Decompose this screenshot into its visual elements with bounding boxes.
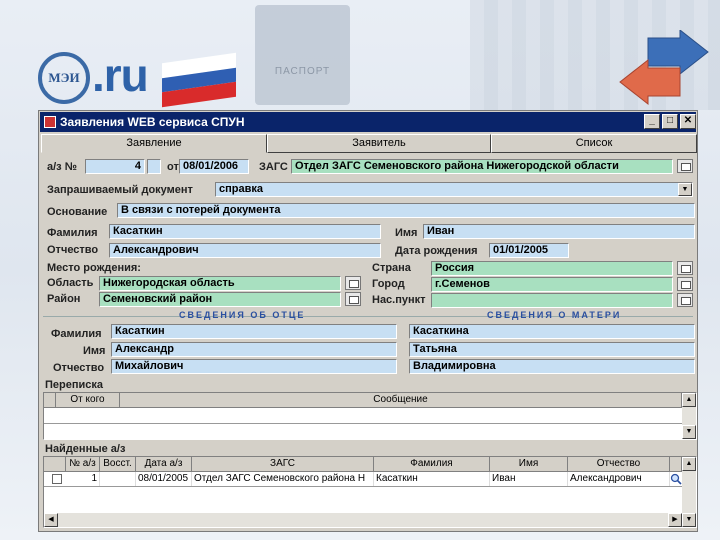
app-icon [44, 116, 56, 128]
minimize-button[interactable]: _ [644, 114, 660, 129]
settlement-label: Нас.пункт [372, 294, 426, 306]
country-field[interactable]: Россия [431, 261, 673, 276]
scroll-up-icon[interactable]: ▲ [682, 457, 696, 471]
district-label: Район [47, 293, 81, 305]
patronymic-field[interactable]: Александрович [109, 243, 381, 258]
country-label: Страна [372, 262, 411, 274]
zags-picker-button[interactable] [677, 159, 693, 173]
row-checkbox[interactable] [52, 474, 62, 484]
row-patronymic: Александрович [568, 472, 670, 486]
zags-field[interactable]: Отдел ЗАГС Семеновского района Нижегородской области [291, 159, 673, 174]
correspondence-from-header[interactable]: От кого [56, 393, 120, 408]
district-picker-button[interactable] [345, 292, 361, 306]
correspondence-scrollbar[interactable] [682, 393, 696, 439]
mother-surname-field[interactable]: Касаткина [409, 324, 695, 339]
patronymic-label: Отчество [47, 244, 99, 256]
correspondence-indicator-header [44, 393, 56, 408]
correspondence-row-line [44, 423, 696, 424]
requested-document-select[interactable]: справка [215, 182, 693, 197]
row-name: Иван [490, 472, 568, 486]
found-vertical-scrollbar[interactable] [682, 457, 696, 513]
birthdate-field[interactable]: 01/01/2005 [489, 243, 569, 258]
surname-label: Фамилия [47, 227, 98, 239]
zags-column-header[interactable]: ЗАГС [192, 457, 374, 472]
region-picker-button[interactable] [345, 276, 361, 290]
scroll-right-icon[interactable]: ▶ [668, 513, 682, 527]
maximize-button[interactable]: □ [662, 114, 678, 129]
row-separator [44, 486, 696, 487]
patronymic-column-header[interactable]: Отчество [568, 457, 670, 472]
name-field[interactable]: Иван [423, 224, 695, 239]
az-number-column-header[interactable]: № а/з [66, 457, 100, 472]
surname-column-header[interactable]: Фамилия [374, 457, 490, 472]
site-logo [34, 48, 209, 110]
select-column-header [44, 457, 66, 472]
logo-domain: .ru [92, 49, 148, 101]
tab-list[interactable]: Список [491, 134, 697, 153]
city-field[interactable]: г.Семенов [431, 277, 673, 292]
magnifier-icon[interactable] [670, 473, 682, 485]
tab-application[interactable]: Заявление [41, 134, 267, 153]
father-surname-field[interactable]: Касаткин [111, 324, 397, 339]
close-button[interactable]: ✕ [680, 114, 696, 129]
region-field[interactable]: Нижегородская область [99, 276, 341, 291]
scroll-down-icon[interactable]: ▼ [682, 425, 696, 439]
mother-name-field[interactable]: Татьяна [409, 342, 695, 357]
father-section-header: СВЕДЕНИЯ ОБ ОТЦЕ [179, 310, 306, 320]
row-surname: Касаткин [374, 472, 490, 486]
basis-label: Основание [47, 206, 108, 218]
father-patronymic-field[interactable]: Михайлович [111, 359, 397, 374]
restored-column-header[interactable]: Восст. [100, 457, 136, 472]
row-az-number: 1 [66, 472, 100, 486]
requested-document-label: Запрашиваемый документ [47, 184, 193, 196]
birthplace-label: Место рождения: [47, 262, 141, 274]
application-window [38, 110, 698, 532]
parent-surname-label: Фамилия [51, 328, 102, 340]
from-label: от [167, 161, 179, 173]
father-name-field[interactable]: Александр [111, 342, 397, 357]
name-column-header[interactable]: Имя [490, 457, 568, 472]
city-label: Город [372, 278, 405, 290]
correspondence-title: Переписка [45, 379, 104, 391]
settlement-field[interactable] [431, 293, 673, 308]
found-horizontal-scrollbar[interactable] [44, 513, 696, 527]
name-label: Имя [395, 227, 418, 239]
mother-section-header: СВЕДЕНИЯ О МАТЕРИ [487, 310, 622, 320]
found-records-title: Найденные а/з [45, 443, 126, 455]
row-restored [100, 472, 136, 486]
az-number-field[interactable]: 4 [85, 159, 145, 174]
basis-field[interactable]: В связи с потерей документа [117, 203, 695, 218]
window-titlebar [40, 112, 696, 132]
city-picker-button[interactable] [677, 277, 693, 291]
row-zags: Отдел ЗАГС Семеновского района Н [192, 472, 374, 486]
tab-bar [41, 134, 695, 153]
surname-field[interactable]: Касаткин [109, 224, 381, 239]
navigation-arrows-icon[interactable] [618, 30, 710, 110]
found-records-grid [43, 456, 697, 528]
region-label: Область [47, 277, 94, 289]
district-field[interactable]: Семеновский район [99, 292, 341, 307]
az-number-suffix-field[interactable] [147, 159, 161, 174]
az-date-field[interactable]: 08/01/2006 [179, 159, 249, 174]
az-number-label: а/з № [47, 161, 77, 173]
background-passport: ПАСПОРТ [255, 5, 350, 105]
mother-patronymic-field[interactable]: Владимировна [409, 359, 695, 374]
parent-name-label: Имя [83, 345, 106, 357]
birthdate-label: Дата рождения [395, 245, 478, 257]
window-title: Заявления WEB сервиса СПУН [60, 115, 245, 129]
settlement-picker-button[interactable] [677, 293, 693, 307]
correspondence-message-header[interactable]: Сообщение [120, 393, 682, 408]
extra-column-header [670, 457, 682, 472]
chevron-down-icon[interactable]: ▼ [678, 183, 692, 196]
scroll-left-icon[interactable]: ◀ [44, 513, 58, 527]
parent-patronymic-label: Отчество [53, 362, 105, 374]
zags-label: ЗАГС [259, 161, 288, 173]
scroll-down-icon[interactable]: ▼ [682, 513, 696, 527]
row-date: 08/01/2005 [136, 472, 192, 486]
correspondence-grid [43, 392, 697, 440]
tab-applicant[interactable]: Заявитель [267, 134, 491, 153]
logo-emblem: МЭИ [38, 52, 90, 104]
scroll-up-icon[interactable]: ▲ [682, 393, 696, 407]
russian-flag-icon [162, 53, 236, 107]
az-date-column-header[interactable]: Дата а/з [136, 457, 192, 472]
country-picker-button[interactable] [677, 261, 693, 275]
